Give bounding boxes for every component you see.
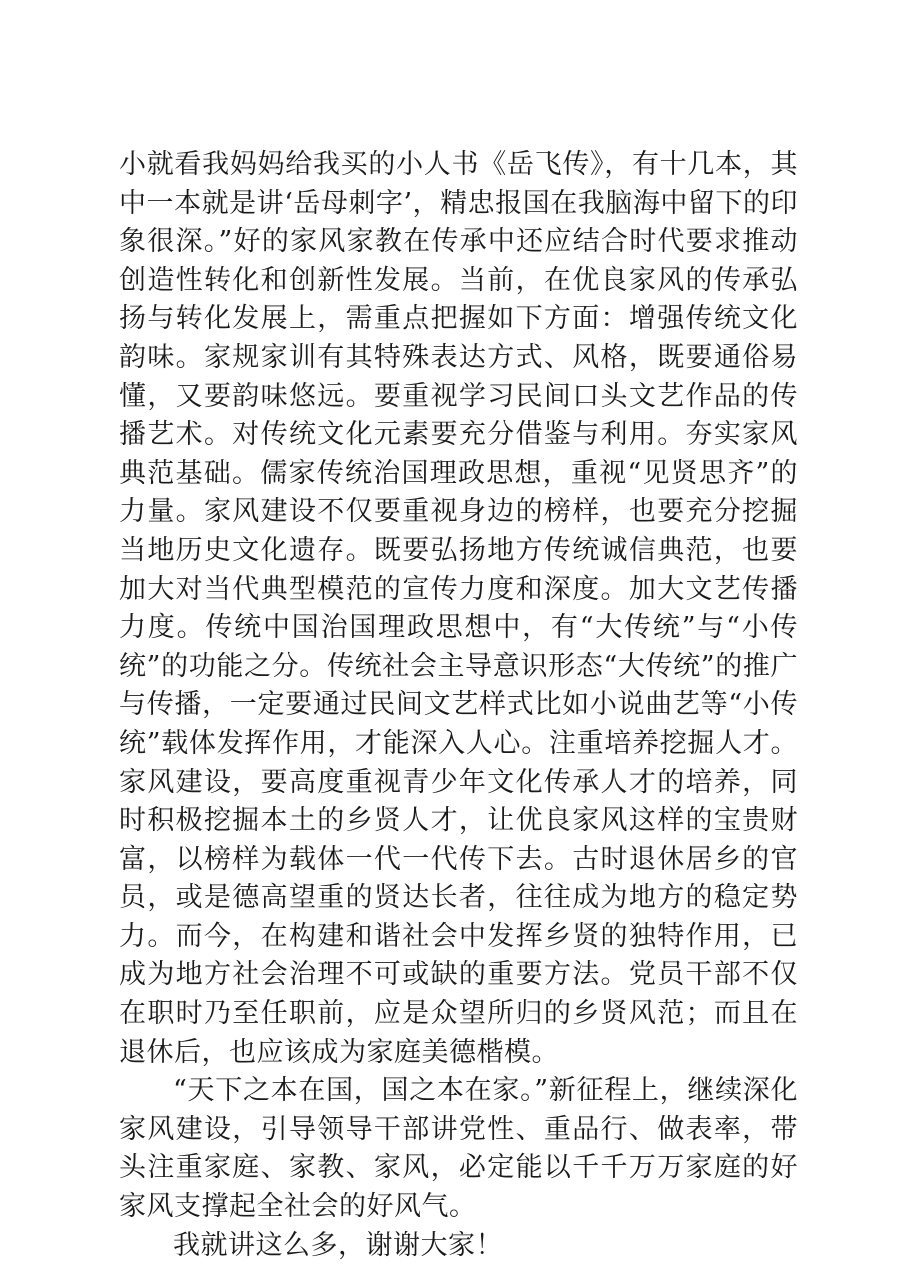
closing-remark: 我就讲这么多，谢谢大家！ [173,1229,503,1261]
body-paragraph-continued: 小就看我妈妈给我买的小人书《岳飞传》，有十几本，其中一本就是讲‘岳母刺字’，精忠报国在我脑海中留下的印象很深。”好的家风家教在传承中还应结合时代要求推动创造性转化和创新性发展。当前，在优良家风的传承弘扬与转化发展上，需重点把握如下方面：增强传统文化韵味。家规家训有其特殊表达方式、风格，既要通俗易懂，又要韵味悠远。要重视学习民间口头文艺作品的传播艺术。对传统文化元素要充分借鉴与利用。夯实家风典范基础。儒家传统治国理政思想，重视“见贤思齐”的力量。家风建设不仅要重视身边的榜样，也要充分挖掘当地历史文化遗存。既要弘扬地方传统诚信典范，也要加大对当代典型模范的宣传力度和深度。加大文艺传播力度。传统中国治国理政思想中，有“大传统”与“小传统”的功能之分。传统社会主导意识形态“大传统”的推广与传播，一定要通过民间文艺样式比如小说曲艺等“小传统”载体发挥作用，才能深入人心。注重培养挖掘人才。家风建设，要高度重视青少年文化传承人才的培养，同时积极挖掘本土的乡贤人才，让优良家风这样的宝贵财富，以榜样为载体一代一代传下去。古时退休居乡的官员，或是德高望重的贤达长者，往往成为地方的稳定势力。而今，在构建和谐社会中发挥乡贤的独特作用，已成为地方社会治理不可或缺的重要方法。党员干部不仅在职时乃至任职前，应是众望所归的乡贤风范；而且在退休后，也应该成为家庭美德楷模。 [119,149,798,1068]
document-body [119,146,798,1265]
body-paragraph-conclusion: “天下之本在国，国之本在家。”新征程上，继续深化家风建设，引导领导干部讲党性、重品行、做表率，带头注重家庭、家教、家风，必定能以千千万万家庭的好家风支撑起全社会的好风气。 [119,1075,798,1223]
